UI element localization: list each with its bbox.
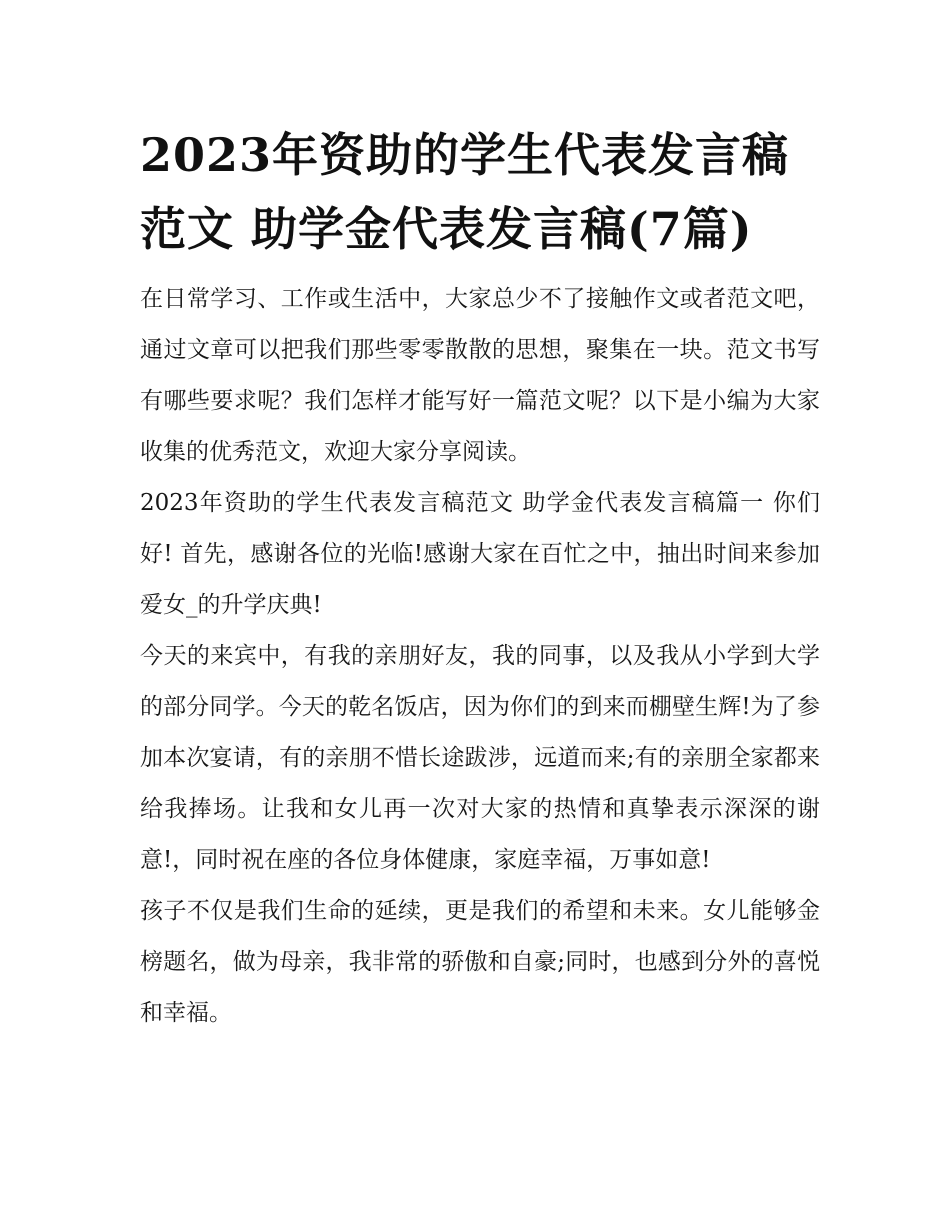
document-title: 2023年资助的学生代表发言稿范文 助学金代表发言稿(7篇) [140,128,790,256]
paragraph-children: 孩子不仅是我们生命的延续，更是我们的希望和未来。女儿能够金榜题名，做为母亲，我非常的骄傲和自豪;同时，也感到分外的喜悦和幸福。 [140,898,820,1026]
paragraph-intro: 在日常学习、工作或生活中，大家总少不了接触作文或者范文吧，通过文章可以把我们那些零零散散的思想，聚集在一块。范文书写有哪些要求呢？我们怎样才能写好一篇范文呢？以下是小编为大家收集的优秀范文，欢迎大家分享阅读。 [140,286,820,465]
paragraph-greeting: 2023年资助的学生代表发言稿范文 助学金代表发言稿篇一 你们好! 首先，感谢各位的光临!感谢大家在百忙之中，抽出时间来参加爱女_的升学庆典! [140,490,820,618]
paragraph-guests: 今天的来宾中，有我的亲朋好友，我的同事，以及我从小学到大学的部分同学。今天的乾名饭店，因为你们的到来而棚壁生辉!为了参加本次宴请，有的亲朋不惜长途跋涉，远道而来;有的亲朋全家都来给我捧场。让我和女儿再一次对大家的热情和真挚表示深深的谢意!，同时祝在座的各位身体健康，家庭幸福，万事如意! [140,643,820,873]
document-body [140,118,820,1039]
